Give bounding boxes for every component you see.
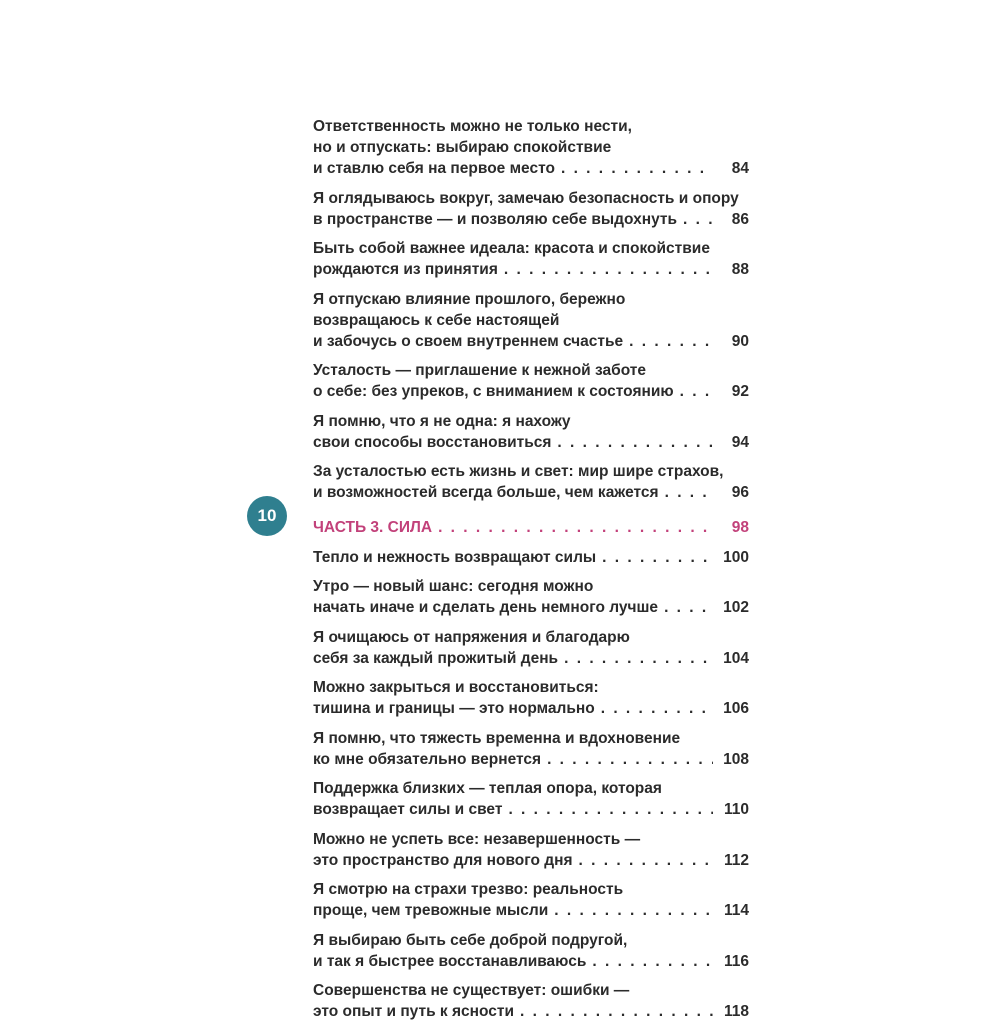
toc-entry-line [313, 209, 749, 230]
toc-entry-text: За усталостью есть жизнь и свет: мир шире страхов, [313, 463, 724, 480]
toc-page-number: 104 [723, 649, 749, 667]
toc-entry-text: Быть собой важнее идеала: красота и спокойствие [313, 240, 710, 257]
dot-leader [564, 648, 713, 664]
toc-entry-text: Я помню, что я не одна: я нахожу [313, 412, 571, 430]
toc-entry[interactable] [313, 116, 749, 179]
dot-leader [601, 698, 713, 714]
toc-entry-line [313, 259, 749, 280]
dot-leader [520, 1001, 713, 1017]
toc-entry-text: начать иначе и сделать день немного лучше [313, 599, 659, 616]
toc-entry-text: Утро — новый шанс: сегодня можно [313, 578, 594, 595]
toc-entry[interactable] [313, 188, 749, 230]
toc-entry-text: Я очищаюсь от напряжения и благодарю [313, 628, 630, 646]
toc-entry-text: и забочусь о своем внутреннем счастье [313, 332, 624, 350]
toc-entry-text: Можно закрыться и восстановиться: [313, 679, 599, 696]
toc-entry[interactable] [313, 930, 749, 972]
toc-page-number: 94 [731, 433, 749, 451]
toc-entry-text: Я отпускаю влияние прошлого, бережно [313, 290, 626, 308]
toc-page-number: 116 [723, 952, 749, 970]
dot-leader [665, 482, 713, 498]
part-title: ЧАСТЬ 3. СИЛА [313, 519, 433, 536]
toc-entry-text: но и отпускать: выбираю спокойствие [313, 139, 612, 156]
dot-leader [592, 951, 713, 967]
toc-entry-line [313, 799, 749, 820]
toc-section-before [313, 116, 749, 503]
toc-entry[interactable] [313, 576, 749, 618]
toc-entry-line [313, 951, 749, 972]
toc-entry-line [313, 432, 749, 453]
toc-entry-text: проще, чем тревожные мысли [313, 902, 549, 919]
toc-entry-text: о себе: без упреков, с вниманием к состоянию [313, 383, 674, 400]
page-number-badge: 10 [247, 496, 287, 536]
toc-entry-line [313, 381, 749, 402]
dot-leader [508, 799, 713, 815]
toc-entry-text: это опыт и путь к ясности [313, 1003, 515, 1020]
toc-page-number: 90 [731, 332, 749, 350]
toc-entry-line [313, 547, 749, 568]
toc-entry-line [313, 482, 749, 503]
toc-entry-text: Я выбираю быть себе доброй подругой, [313, 931, 628, 949]
toc-entry-line [313, 648, 749, 669]
toc-page-number: 118 [723, 1003, 749, 1020]
toc-entry-line [313, 1001, 749, 1022]
toc-entry-text: это пространство для нового дня [313, 851, 573, 869]
dot-leader [629, 331, 713, 347]
toc-page-number: 106 [723, 700, 749, 717]
toc-entry-line [313, 517, 749, 538]
toc-entry-text: Тепло и нежность возвращают силы [313, 548, 597, 566]
toc-entry-text: и так я быстрее восстанавливаюсь [313, 952, 587, 970]
dot-leader [547, 749, 713, 765]
toc-entry-text: свои способы восстановиться [313, 433, 552, 451]
toc-entry-text: в пространстве — и позволяю себе выдохнуть [313, 210, 678, 228]
toc-entry[interactable] [313, 677, 749, 719]
toc-entry[interactable] [313, 547, 749, 568]
dot-leader [664, 597, 713, 613]
toc-page-number: 108 [723, 750, 749, 768]
dot-leader [554, 900, 713, 916]
dot-leader [557, 432, 713, 448]
dot-leader [602, 547, 713, 563]
part-page-number: 98 [731, 519, 749, 536]
toc-entry[interactable] [313, 289, 749, 352]
dot-leader [683, 209, 713, 225]
toc-entry-line [313, 698, 749, 719]
toc-entry[interactable] [313, 627, 749, 669]
table-of-contents [313, 116, 749, 1031]
toc-page-number: 112 [723, 851, 749, 869]
toc-entry-line [313, 331, 749, 352]
toc-page-number: 100 [723, 548, 749, 566]
toc-entry-line [313, 850, 749, 871]
toc-entry-text: тишина и границы — это нормально [313, 700, 595, 717]
toc-entry-text: возвращаюсь к себе настоящей [313, 311, 560, 329]
toc-entry-text: Можно не успеть все: незавершенность — [313, 830, 641, 848]
toc-entry-text: и возможностей всегда больше, чем кажется [313, 484, 659, 501]
toc-entry-text: Я помню, что тяжесть временна и вдохновение [313, 729, 681, 747]
toc-entry[interactable] [313, 829, 749, 871]
toc-entry[interactable] [313, 360, 749, 402]
toc-entry[interactable] [313, 778, 749, 820]
toc-entry-text: Ответственность можно не только нести, [313, 118, 632, 135]
dot-leader [579, 850, 713, 866]
toc-entry-text: ко мне обязательно вернется [313, 750, 542, 768]
part-heading[interactable] [313, 517, 749, 538]
toc-entry-text: себя за каждый прожитый день [313, 649, 559, 667]
toc-entry-text: и ставлю себя на первое место [313, 160, 555, 177]
toc-entry[interactable] [313, 411, 749, 453]
toc-page-number: 84 [731, 160, 749, 177]
dot-leader [680, 381, 713, 397]
toc-entry-text: Поддержка близких — теплая опора, которая [313, 780, 662, 797]
toc-page-number: 110 [723, 801, 749, 818]
toc-entry-text: Я оглядываюсь вокруг, замечаю безопасность и опору [313, 189, 739, 207]
toc-entry-text: рождаются из принятия [313, 261, 498, 278]
toc-page-number: 96 [731, 484, 749, 501]
toc-entry-text: Совершенства не существует: ошибки — [313, 982, 630, 999]
dot-leader [438, 517, 713, 533]
toc-page-number: 114 [723, 902, 749, 919]
dot-leader [561, 158, 713, 174]
toc-entry-line [313, 749, 749, 770]
toc-entry-text: возвращает силы и свет [313, 801, 503, 818]
toc-entry-line [313, 158, 749, 179]
toc-section-after [313, 547, 749, 1023]
toc-page-number: 88 [731, 261, 749, 278]
toc-entry-line [313, 597, 749, 618]
toc-entry[interactable] [313, 461, 749, 503]
dot-leader [504, 259, 713, 275]
toc-entry-text: Усталость — приглашение к нежной заботе [313, 362, 646, 379]
toc-entry[interactable] [313, 879, 749, 921]
toc-page-number: 92 [731, 383, 749, 400]
toc-entry[interactable] [313, 238, 749, 280]
toc-entry-line [313, 900, 749, 921]
toc-entry[interactable] [313, 980, 749, 1022]
toc-entry[interactable] [313, 728, 749, 770]
toc-entry-text: Я смотрю на страхи трезво: реальность [313, 881, 624, 898]
toc-page-number: 86 [731, 210, 749, 228]
toc-page-number: 102 [723, 599, 749, 616]
